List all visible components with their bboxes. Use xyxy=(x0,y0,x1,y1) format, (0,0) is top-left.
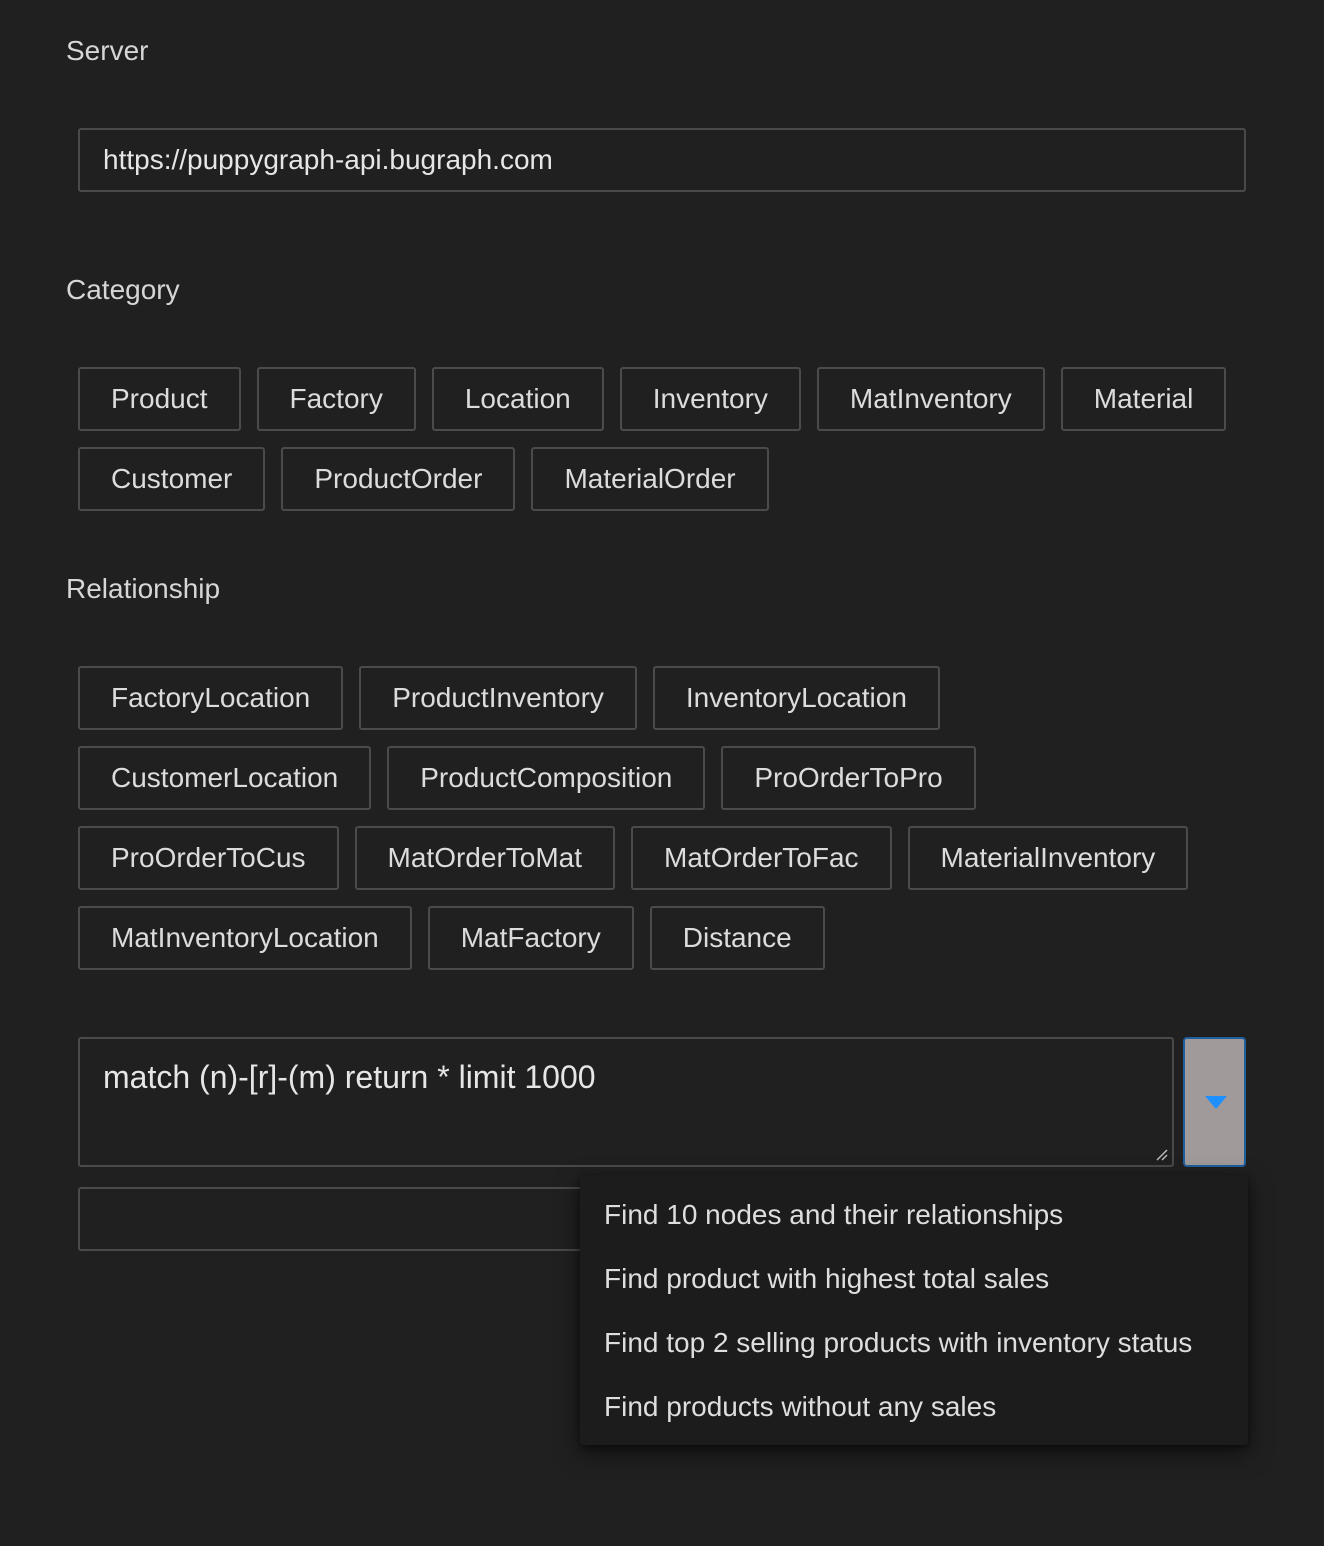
menu-item-find-10-nodes[interactable]: Find 10 nodes and their relationships xyxy=(604,1199,1064,1230)
relationship-chip-factorylocation[interactable]: FactoryLocation xyxy=(78,666,343,730)
category-chip-customer[interactable]: Customer xyxy=(78,447,265,511)
relationship-chip-matfactory[interactable]: MatFactory xyxy=(428,906,634,970)
menu-item-highest-sales[interactable]: Find product with highest total sales xyxy=(604,1263,1050,1294)
relationship-chip-row xyxy=(78,906,825,970)
relationship-chip-row xyxy=(78,826,1188,890)
relationship-chip-productinventory[interactable]: ProductInventory xyxy=(359,666,637,730)
relationship-chip-inventorylocation[interactable]: InventoryLocation xyxy=(653,666,940,730)
relationship-chip-distance[interactable]: Distance xyxy=(650,906,825,970)
category-chip-matinventory[interactable]: MatInventory xyxy=(817,367,1045,431)
relationship-chip-proordertocus[interactable]: ProOrderToCus xyxy=(78,826,339,890)
category-chip-material[interactable]: Material xyxy=(1061,367,1227,431)
relationship-label: Relationship xyxy=(66,573,221,604)
relationship-chip-materialinventory[interactable]: MaterialInventory xyxy=(908,826,1189,890)
relationship-chip-matinventorylocation[interactable]: MatInventoryLocation xyxy=(78,906,412,970)
query-textarea[interactable] xyxy=(78,1037,1174,1167)
resize-handle-icon[interactable] xyxy=(1154,1147,1168,1161)
relationship-chip-matordertomat[interactable]: MatOrderToMat xyxy=(355,826,616,890)
relationship-chip-customerlocation[interactable]: CustomerLocation xyxy=(78,746,371,810)
category-chip-row xyxy=(78,367,1226,431)
relationship-chip-proordertopro[interactable]: ProOrderToPro xyxy=(721,746,975,810)
relationship-chip-productcomposition[interactable]: ProductComposition xyxy=(387,746,705,810)
category-chip-factory[interactable]: Factory xyxy=(257,367,416,431)
server-label: Server xyxy=(66,35,149,66)
menu-item-top-2-selling[interactable]: Find top 2 selling products with inventory status xyxy=(604,1327,1193,1358)
caret-down-icon xyxy=(1205,1096,1227,1109)
category-chip-product[interactable]: Product xyxy=(78,367,241,431)
category-label: Category xyxy=(66,274,180,305)
category-chip-materialorder[interactable]: MaterialOrder xyxy=(531,447,768,511)
category-chip-productorder[interactable]: ProductOrder xyxy=(281,447,515,511)
server-url-input[interactable]: https://puppygraph-api.bugraph.com xyxy=(78,128,1246,192)
relationship-chip-row xyxy=(78,746,976,810)
category-chip-row xyxy=(78,447,769,511)
query-text: match (n)-[r]-(m) return * limit 1000 xyxy=(103,1059,596,1095)
relationship-chip-matordertofac[interactable]: MatOrderToFac xyxy=(631,826,892,890)
category-chip-inventory[interactable]: Inventory xyxy=(620,367,801,431)
query-preset-menu xyxy=(580,1175,1248,1445)
category-chip-location[interactable]: Location xyxy=(432,367,604,431)
menu-item-without-sales[interactable]: Find products without any sales xyxy=(604,1391,997,1422)
query-preset-dropdown-button[interactable] xyxy=(1183,1037,1246,1167)
relationship-chip-row xyxy=(78,666,940,730)
